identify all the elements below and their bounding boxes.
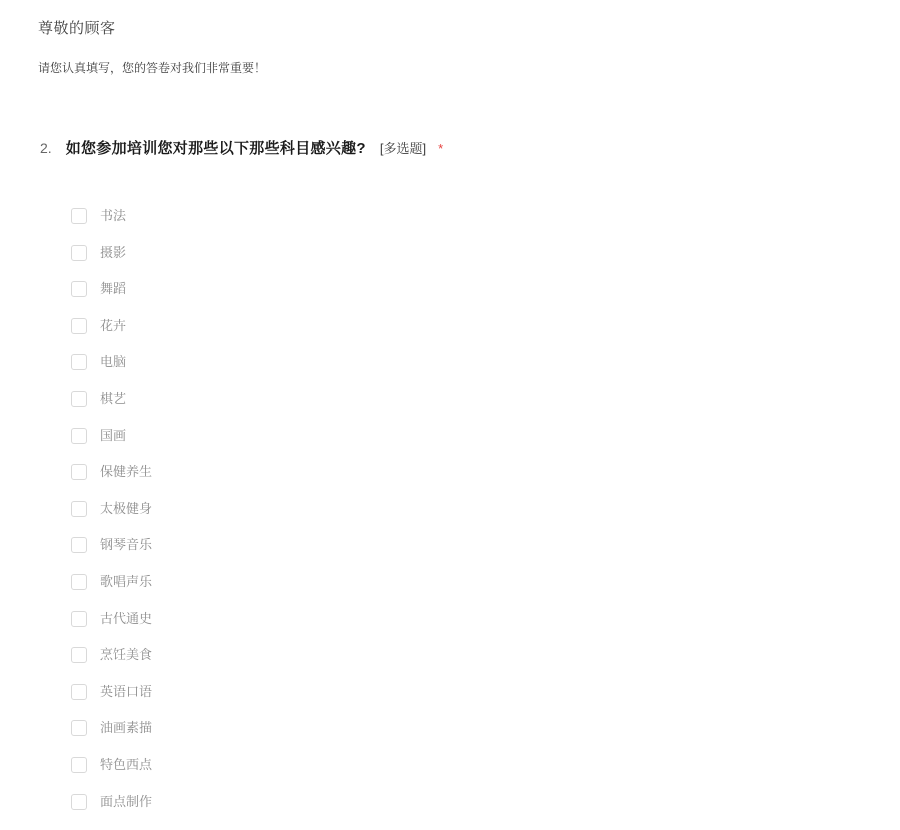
- question-type-tag: [多选题]: [379, 141, 427, 156]
- checkbox-icon[interactable]: [71, 464, 87, 480]
- option-row-16[interactable]: [71, 794, 152, 810]
- option-label: 保健养生: [100, 464, 153, 480]
- option-row-10[interactable]: [71, 574, 152, 590]
- checkbox-icon[interactable]: [71, 428, 87, 444]
- checkbox-icon[interactable]: [71, 574, 87, 590]
- option-label: 太极健身: [100, 500, 153, 516]
- checkbox-icon[interactable]: [71, 208, 87, 224]
- option-label: 古代通史: [100, 610, 153, 626]
- checkbox-icon[interactable]: [71, 318, 87, 334]
- option-label: 书法: [100, 208, 127, 223]
- option-row-3[interactable]: [71, 318, 152, 334]
- option-label: 歌唱声乐: [100, 573, 153, 589]
- option-row-13[interactable]: [71, 684, 152, 700]
- option-label: 钢琴音乐: [100, 537, 153, 553]
- option-row-4[interactable]: [71, 354, 152, 370]
- checkbox-icon[interactable]: [71, 647, 87, 663]
- options-list: [71, 208, 152, 830]
- option-row-9[interactable]: [71, 537, 152, 553]
- question-header: [40, 137, 443, 158]
- option-row-2[interactable]: [71, 281, 152, 297]
- option-row-6[interactable]: [71, 428, 152, 444]
- option-row-0[interactable]: [71, 208, 152, 224]
- option-row-8[interactable]: [71, 501, 152, 517]
- option-label: 舞蹈: [100, 281, 127, 297]
- checkbox-icon[interactable]: [71, 391, 87, 407]
- option-label: 英语口语: [100, 683, 153, 699]
- option-label: 国画: [100, 427, 127, 443]
- required-asterisk: *: [438, 141, 444, 156]
- option-row-7[interactable]: [71, 464, 152, 480]
- option-label: 棋艺: [100, 390, 127, 406]
- survey-subtitle: 请您认真填写，您的答卷对我们非常重要！: [38, 61, 267, 75]
- checkbox-icon[interactable]: [71, 794, 87, 810]
- question-number: 2.: [40, 140, 52, 156]
- option-row-15[interactable]: [71, 757, 152, 773]
- checkbox-icon[interactable]: [71, 757, 87, 773]
- checkbox-icon[interactable]: [71, 354, 87, 370]
- option-row-12[interactable]: [71, 647, 152, 663]
- option-label: 特色西点: [100, 756, 153, 772]
- survey-title: 尊敬的顾客: [38, 20, 116, 37]
- checkbox-icon[interactable]: [71, 501, 87, 517]
- checkbox-icon[interactable]: [71, 720, 87, 736]
- option-label: 油画素描: [100, 720, 153, 736]
- option-row-1[interactable]: [71, 245, 152, 261]
- checkbox-icon[interactable]: [71, 245, 87, 261]
- checkbox-icon[interactable]: [71, 281, 87, 297]
- question-text: 如您参加培训您对那些以下那些科目感兴趣?: [65, 140, 366, 157]
- option-label: 电脑: [100, 354, 127, 370]
- option-row-14[interactable]: [71, 720, 152, 736]
- option-label: 烹饪美食: [100, 647, 153, 663]
- option-label: 花卉: [100, 317, 127, 333]
- option-label: 摄影: [100, 244, 127, 260]
- checkbox-icon[interactable]: [71, 611, 87, 627]
- checkbox-icon[interactable]: [71, 537, 87, 553]
- checkbox-icon[interactable]: [71, 684, 87, 700]
- option-row-5[interactable]: [71, 391, 152, 407]
- option-row-11[interactable]: [71, 611, 152, 627]
- option-label: 面点制作: [100, 793, 153, 809]
